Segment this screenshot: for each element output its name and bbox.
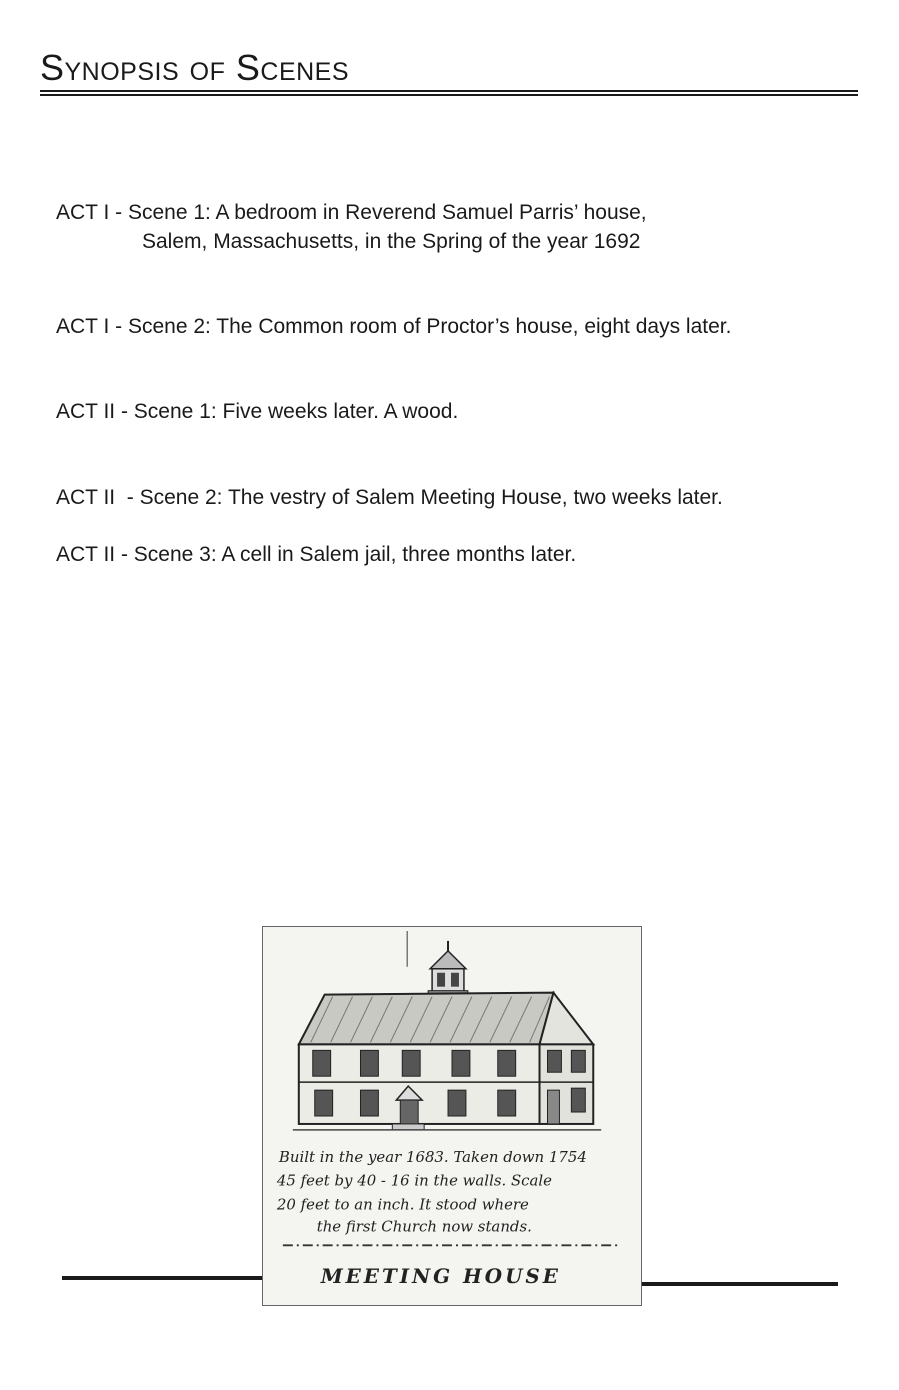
scene-text-line: ACT II - Scene 1: Five weeks later. A wood. (56, 400, 459, 423)
scene-text-line: ACT II - Scene 3: A cell in Salem jail, three months later. (56, 543, 577, 566)
scene-text-line: ACT II - Scene 2: The vestry of Salem Meeting House, two weeks later. (56, 486, 723, 509)
meeting-house-drawing (263, 927, 641, 1305)
caption-line-3: 20 feet to an inch. It stood where (276, 1195, 529, 1214)
scene-act2-scene2 (56, 483, 723, 512)
meeting-house-sketch (262, 926, 642, 1306)
scene-act2-scene3 (56, 540, 576, 569)
caption-line-2: 45 feet by 40 - 16 in the walls. Scale (276, 1171, 553, 1190)
scene-text-line: ACT I - Scene 2: The Common room of Proctor’s house, eight days later. (56, 315, 732, 338)
bottom-rule-left (62, 1276, 264, 1280)
scene-act2-scene1 (56, 397, 458, 426)
page-title: Synopsis of Scenes (40, 47, 350, 88)
scene-act1-scene2 (56, 312, 731, 341)
sketch-label: MEETING HOUSE (320, 1264, 561, 1289)
scene-text-continuation: Salem, Massachusetts, in the Spring of the year 1692 (142, 230, 641, 253)
scene-text-line: ACT I - Scene 1: A bedroom in Reverend Samuel Parris’ house, (56, 201, 647, 224)
scene-act1-scene1 (56, 198, 647, 256)
bottom-rule-right (640, 1282, 838, 1286)
caption-line-1: Built in the year 1683. Taken down 1754 (278, 1147, 587, 1166)
caption-line-4: the first Church now stands. (316, 1217, 532, 1236)
title-double-rule (40, 90, 858, 96)
